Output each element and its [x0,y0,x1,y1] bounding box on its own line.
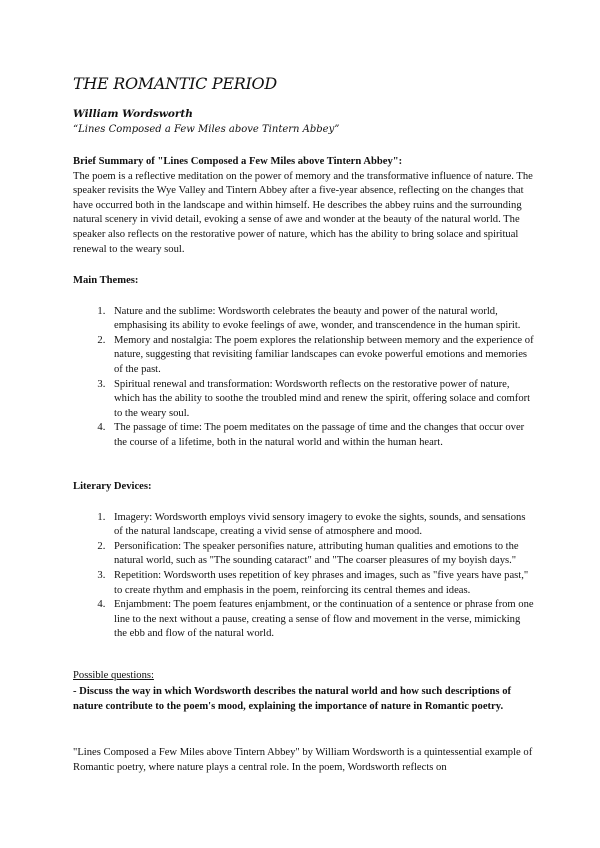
list-item: 1. Imagery: Wordsworth employs vivid sensory imagery to evoke the sights, sounds, and sensations of the natural landscape, creating a vivid sense of atmosphere and mood. [108,511,535,540]
list-item: 3. Spiritual renewal and transformation: Wordsworth reflects on the restorative power of nature, which has the ability to soothe the troubled mind and renew the spirit, offering solace and comfort to the weary soul. [108,378,535,422]
answer-paragraph: "Lines Composed a Few Miles above Tintern Abbey" by William Wordsworth is a quintessential example of Romantic poetry, where nature plays a central role. In the poem, Wordsworth reflects on [73,747,533,773]
list-item: 1. Nature and the sublime: Wordsworth celebrates the beauty and power of the natural world, emphasising its ability to evoke feelings of awe, wonder, and transcendence in the human spirit. [108,305,535,334]
summary-text: The poem is a reflective meditation on the power of memory and the transformative influence of nature. The speaker revisits the Wye Valley and Tintern Abbey after a five-year absence, reflecting on the changes that have occurred both in the landscape and within himself. He describes the abbey ruins and the surrounding natural scenery in vivid detail, evoking a sense of awe and wonder at the beauty of the natural world. The speaker also reflects on the restorative power of nature, which has the ability to bring solace and spiritual renewal to the weary soul. [73,170,533,255]
devices-heading: Literary Devices: [73,481,152,492]
questions-section [73,668,535,715]
list-item: 2. Memory and nostalgia: The poem explores the relationship between memory and the experience of nature, suggesting that revisiting familiar landscapes can evoke powerful emotions and memories of the past. [108,334,535,378]
summary-heading: Brief Summary of "Lines Composed a Few Miles above Tintern Abbey": [73,156,403,167]
poem-title: “Lines Composed a Few Miles above Tintern Abbey” [73,124,340,135]
themes-heading: Main Themes: [73,275,139,286]
question-1: - Discuss the way in which Wordsworth describes the natural world and how such descriptions of nature contribute to the poem's mood, explaining the importance of nature in Romantic poetry. [73,685,512,712]
devices-list [73,511,535,642]
list-item: 2. Personification: The speaker personifies nature, attributing human qualities and emotions to the natural world, such as "The sounding cataract" and "The coarser pleasures of my boyish days." [108,540,535,569]
list-item: 4. Enjambment: The poem features enjambment, or the continuation of a sentence or phrase from one line to the next without a pause, creating a sense of flow and movement in the verse, mimicking the ebb and flow of the natural world. [108,598,535,642]
author-name: William Wordsworth [73,108,193,120]
themes-section [73,274,535,451]
list-item: 3. Repetition: Wordsworth uses repetition of key phrases and images, such as "five years have past," to create rhythm and emphasis in the poem, reinforcing its central themes and ideas. [108,569,535,598]
questions-heading: Possible questions: [73,670,154,681]
themes-list [73,305,535,451]
list-item: 4. The passage of time: The poem meditates on the passage of time and the changes that occur over the course of a lifetime, both in the natural world and within the human heart. [108,421,535,450]
summary-section [73,155,535,257]
page-title: THE ROMANTIC PERIOD [73,74,277,93]
devices-section [73,480,535,642]
